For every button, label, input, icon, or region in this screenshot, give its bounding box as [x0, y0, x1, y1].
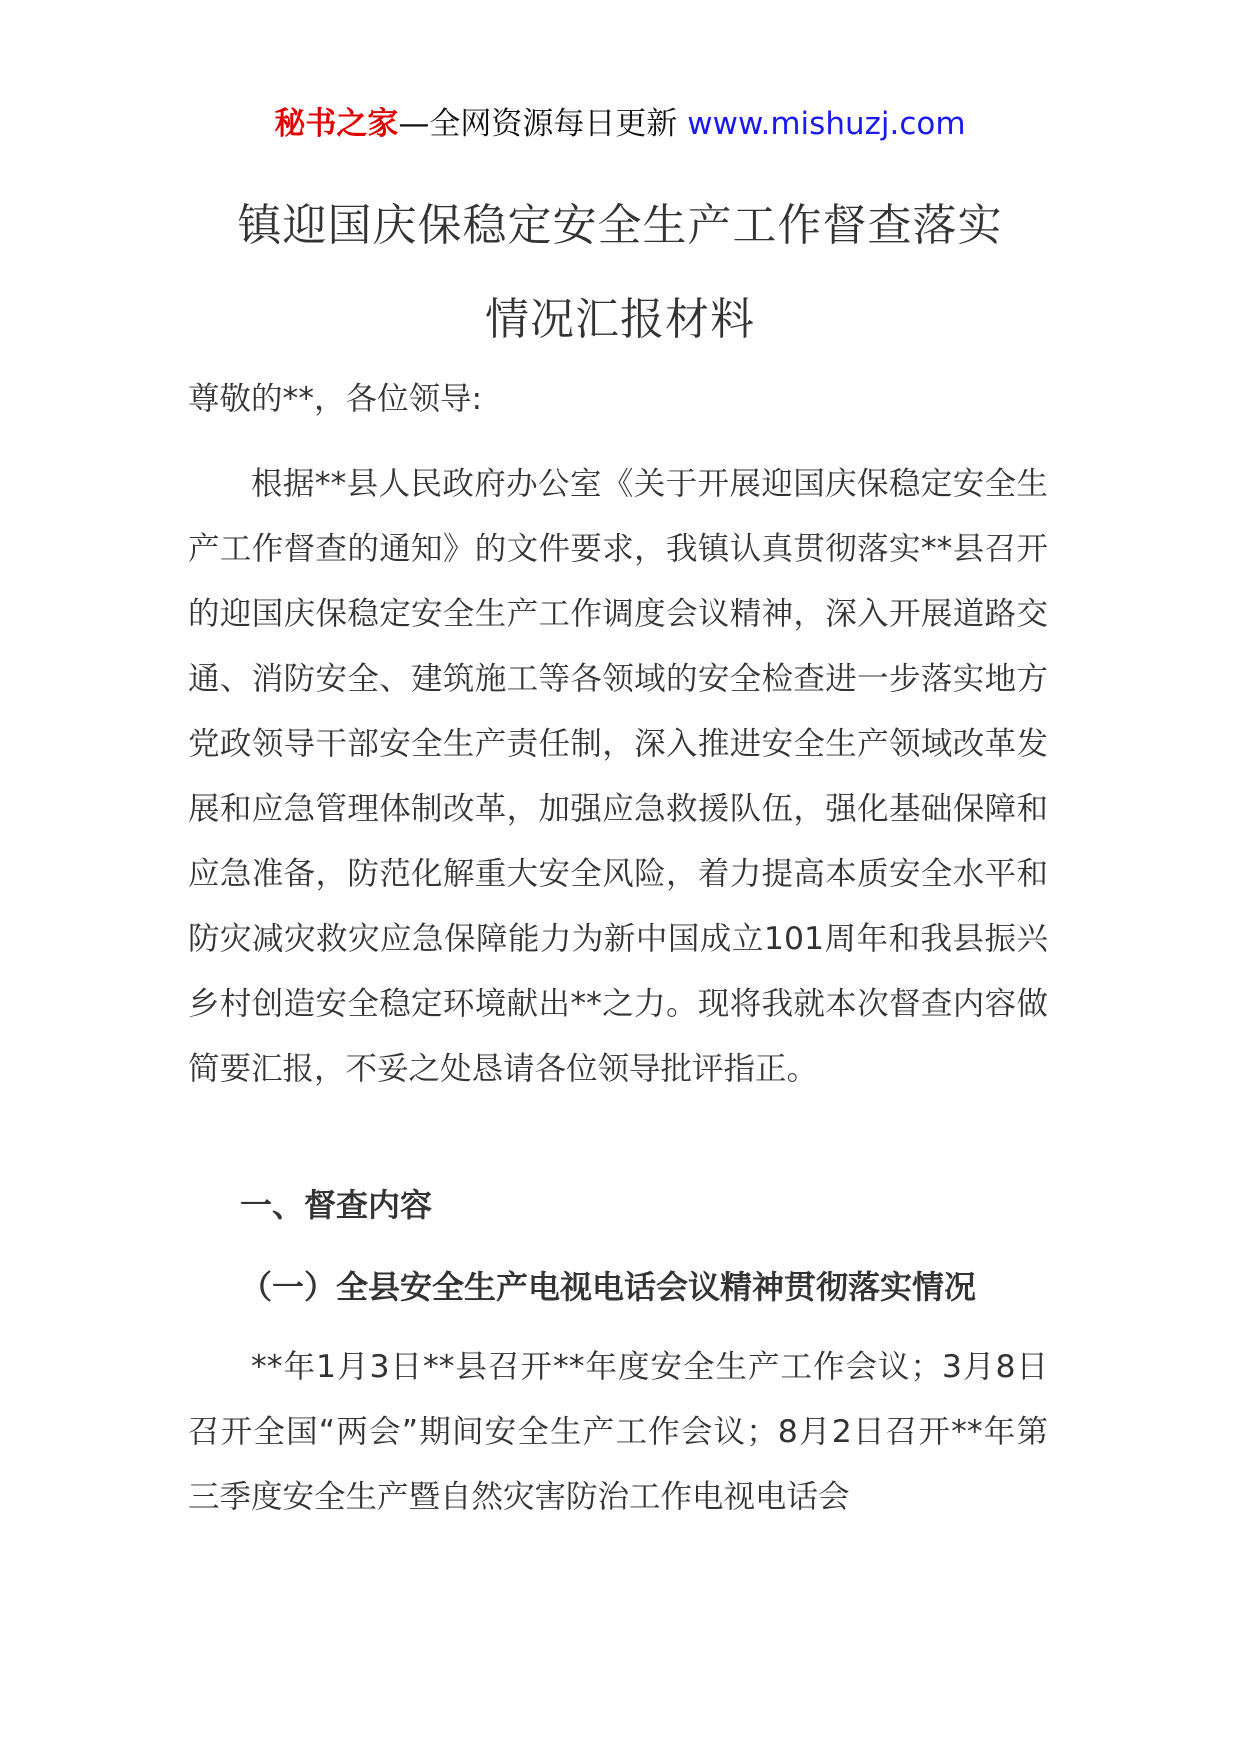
site-header — [0, 102, 1240, 146]
subsection-heading: （一）全县安全生产电视电话会议精神贯彻落实情况 — [240, 1268, 977, 1306]
site-url-link[interactable]: www.mishuzj.com — [687, 106, 966, 142]
header-slogan: —全网资源每日更新 — [398, 106, 678, 142]
document-title-line-1: 镇迎国庆保稳定安全生产工作督查落实 — [237, 200, 1003, 251]
section-paragraph: **年1月3日**县召开**年度安全生产工作会议；3月8日召开全国“两会”期间安全生产工作会议；8月2日召开**年第三季度安全生产暨自然灾害防治工作电视电话会 — [188, 1349, 1048, 1515]
document-title-line-2: 情况汇报材料 — [485, 294, 755, 345]
salutation: 尊敬的**，各位领导: — [188, 381, 483, 417]
intro-paragraph: 根据**县人民政府办公室《关于开展迎国庆保稳定安全生产工作督查的通知》的文件要求，我镇认真贯彻落实**县召开的迎国庆保稳定安全生产工作调度会议精神，深入开展道路交通、消防安全、建筑施工等各领域的安全检查进一步落实地方党政领导干部安全生产责任制，深入推进安全生产领域改革发展和应急管理体制改革，加强应急救援队伍，强化基础保障和应急准备，防范化解重大安全风险，着力提高本质安全水平和防灾减灾救灾应急保障能力为新中国成立101周年和我县振兴乡村创造安全稳定环境献出**之力。现将我就本次督查内容做简要汇报，不妥之处恳请各位领导批评指正。 — [188, 466, 1048, 1087]
brand-name: 秘书之家 — [274, 106, 399, 142]
section-heading: 一、督查内容 — [240, 1186, 433, 1224]
